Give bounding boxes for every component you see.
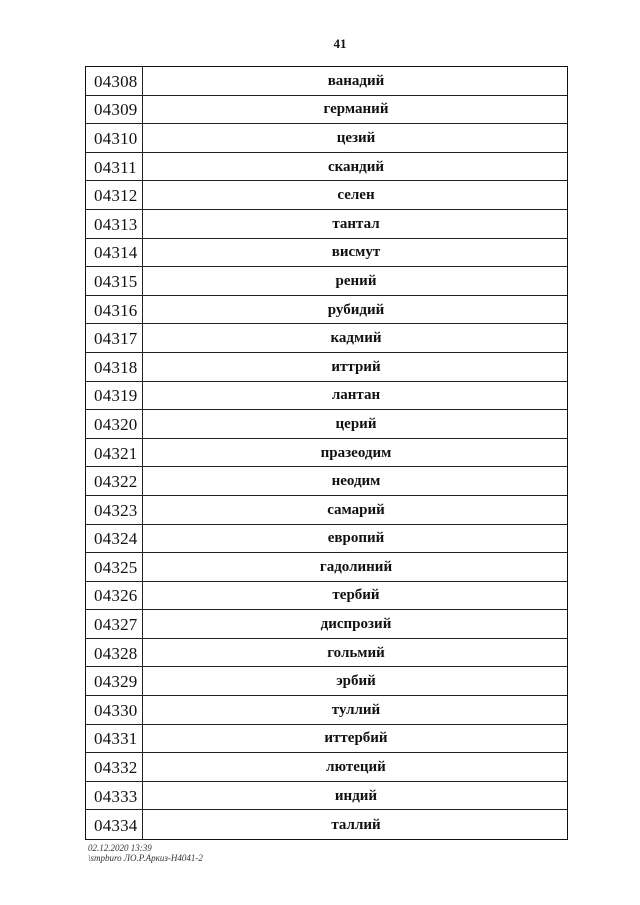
element-code: 04329 <box>86 667 143 695</box>
footer-timestamp: 02.12.2020 13:39 <box>88 843 152 853</box>
table-row <box>86 267 567 296</box>
table-row <box>86 696 567 725</box>
element-code: 04314 <box>86 239 143 267</box>
element-name: цезий <box>336 129 376 146</box>
element-code: 04313 <box>86 210 143 238</box>
element-name: рений <box>335 272 377 289</box>
table-row <box>86 124 567 153</box>
table-row <box>86 210 567 239</box>
element-code: 04334 <box>86 810 143 839</box>
table-row <box>86 67 567 96</box>
element-code: 04325 <box>86 553 143 581</box>
element-code: 04331 <box>86 725 143 753</box>
table-row <box>86 181 567 210</box>
element-name: европий <box>327 530 385 547</box>
element-name: индий <box>334 787 378 804</box>
table-row <box>86 667 567 696</box>
element-code: 04321 <box>86 439 143 467</box>
table-row <box>86 239 567 268</box>
table-row <box>86 96 567 125</box>
table-row <box>86 439 567 468</box>
element-code: 04330 <box>86 696 143 724</box>
element-code: 04327 <box>86 610 143 638</box>
element-code: 04316 <box>86 296 143 324</box>
table-row <box>86 553 567 582</box>
element-name: рубидий <box>327 301 385 318</box>
elements-table <box>85 66 568 840</box>
table-row <box>86 753 567 782</box>
element-code: 04323 <box>86 496 143 524</box>
table-row <box>86 525 567 554</box>
table-row <box>86 382 567 411</box>
table-row <box>86 725 567 754</box>
table-row <box>86 810 567 839</box>
element-name: тантал <box>332 215 380 232</box>
element-code: 04326 <box>86 582 143 610</box>
element-code: 04312 <box>86 181 143 209</box>
table-row <box>86 582 567 611</box>
table-row <box>86 639 567 668</box>
element-name: скандий <box>327 158 385 175</box>
table-row <box>86 153 567 182</box>
element-code: 04322 <box>86 467 143 495</box>
element-name: туллий <box>331 701 381 718</box>
element-name: ванадий <box>327 72 385 89</box>
element-name: диспрозий <box>320 616 392 633</box>
document-footer <box>88 843 203 863</box>
element-code: 04332 <box>86 753 143 781</box>
table-row <box>86 496 567 525</box>
element-name: германий <box>323 101 389 118</box>
element-code: 04309 <box>86 96 143 124</box>
element-code: 04308 <box>86 67 143 95</box>
element-name: кадмий <box>330 330 382 347</box>
element-name: лантан <box>331 387 381 404</box>
element-name: церий <box>335 415 377 432</box>
element-name: лютеций <box>326 759 386 776</box>
element-code: 04324 <box>86 525 143 553</box>
table-row <box>86 467 567 496</box>
element-name: эрбий <box>336 673 376 690</box>
element-name: таллий <box>331 816 381 833</box>
element-name: гадолиний <box>319 558 393 575</box>
element-code: 04328 <box>86 639 143 667</box>
element-code: 04311 <box>86 153 143 181</box>
element-code: 04319 <box>86 382 143 410</box>
element-code: 04315 <box>86 267 143 295</box>
element-code: 04318 <box>86 353 143 381</box>
element-name: гольмий <box>327 644 385 661</box>
element-name: селен <box>337 187 375 204</box>
table-row <box>86 410 567 439</box>
element-code: 04320 <box>86 410 143 438</box>
element-code: 04310 <box>86 124 143 152</box>
element-name: иттрий <box>331 358 381 375</box>
element-name: висмут <box>331 244 381 261</box>
table-row <box>86 353 567 382</box>
table-row <box>86 296 567 325</box>
table-row <box>86 610 567 639</box>
element-code: 04317 <box>86 324 143 352</box>
element-code: 04333 <box>86 782 143 810</box>
element-name: иттербий <box>324 730 388 747</box>
table-row <box>86 324 567 353</box>
table-row <box>86 782 567 811</box>
element-name: празеодим <box>320 444 392 461</box>
footer-document-path: \smpburo ЛО.Р.Аркиз-Н4041-2 <box>88 853 203 863</box>
element-name: неодим <box>331 473 381 490</box>
element-name: самарий <box>327 501 385 518</box>
page-number: 41 <box>333 36 347 51</box>
element-name: тербий <box>332 587 380 604</box>
